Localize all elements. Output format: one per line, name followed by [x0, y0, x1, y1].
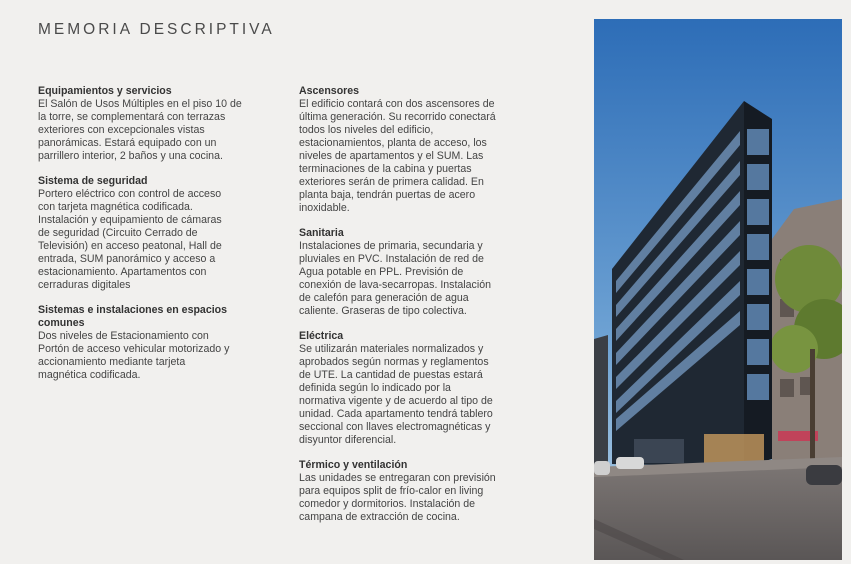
section-title: Sistemas e instalaciones en espacios comunes [38, 304, 228, 329]
section-body: Dos niveles de Estacionamiento con Portón de acceso vehicular motorizado y accionamiento mediante tarjeta magnética codificada. [38, 330, 230, 381]
section-title: Sanitaria [299, 227, 344, 239]
section-title: Equipamientos y servicios [38, 85, 172, 97]
right-column [299, 85, 531, 536]
section-ascensores [299, 85, 531, 215]
section-title: Ascensores [299, 85, 360, 97]
section-termico [299, 459, 531, 524]
section-body: Portero eléctrico con control de acceso con tarjeta magnética codificada. Instalación y equipamiento de cámaras de seguridad (Circuito Cerrado de Televisión) en acceso peatonal, Hall de entrada, SUM panorámico y acceso a estacionamiento. Apartamentos con cerraduras digitales [38, 188, 222, 291]
section-sanitaria [299, 227, 531, 318]
section-electrica [299, 330, 531, 447]
section-title: Sistema de seguridad [38, 175, 148, 187]
section-body: Se utilizarán materiales normalizados y aprobados según normas y reglamentos de UTE. La cantidad de puestas estará definida según lo indicado por la normativa vigente y de acuerdo al tipo de unidad. Cada apartamento tendrá tablero seccional con llaves electromagnéticas y disyuntor diferencial. [299, 343, 493, 446]
left-column [38, 85, 270, 394]
section-body: Instalaciones de primaria, secundaria y pluviales en PVC. Instalación de red de Agua potable en PPL. Previsión de conexión de lava-secarropas. Instalación de calefón para generación de agua caliente. Graseras de tipo colectiva. [299, 240, 491, 317]
section-title: Eléctrica [299, 330, 344, 342]
page-title: MEMORIA DESCRIPTIVA [38, 21, 275, 38]
section-equipamientos [38, 85, 270, 163]
section-body: Las unidades se entregaran con previsión para equipos split de frío-calor en living comedor y dormitorios. Instalación de campana de extracción de cocina. [299, 472, 496, 523]
section-seguridad [38, 175, 270, 292]
building-render-image [594, 19, 842, 560]
section-body: El edificio contará con dos ascensores de última generación. Su recorrido conectará todos los niveles del edificio, estacionamientos, planta de acceso, los niveles de apartamentos y el SUM. Las terminaciones de la cabina y puertas exteriores serán de primera calidad. En planta baja, tendrán puertas de acero inoxidable. [299, 98, 496, 214]
section-espacios-comunes [38, 304, 270, 382]
section-body: El Salón de Usos Múltiples en el piso 10 de la torre, se complementará con terrazas exteriores con excepcionales vistas panorámicas. Estará equipado con un parrillero interior, 2 baños y una cocina. [38, 98, 242, 162]
section-title: Térmico y ventilación [299, 459, 408, 471]
